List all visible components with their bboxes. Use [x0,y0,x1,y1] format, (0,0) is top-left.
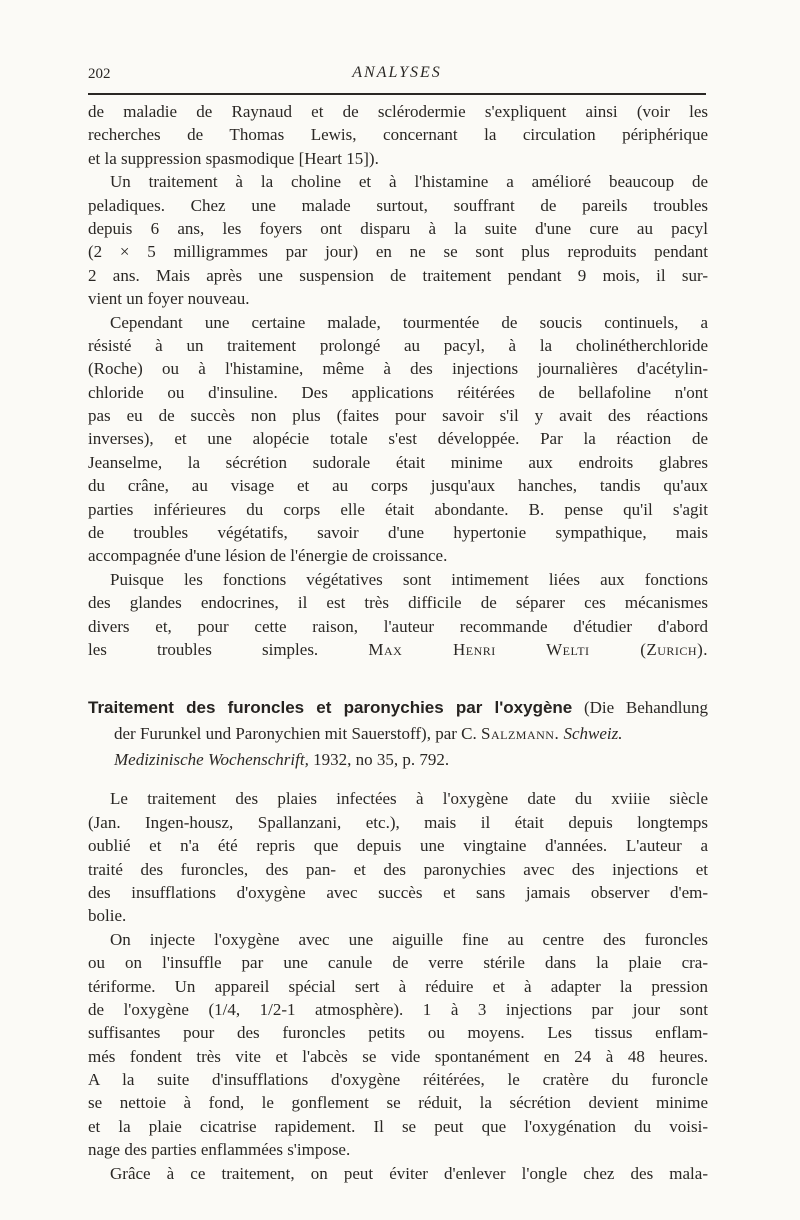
journal-name: Schweiz. [563,724,623,744]
text-line: de troubles végétatifs, savoir d'une hypertonie sympathique, mais [88,523,708,543]
text-line: traité des furoncles, des pan- et des paronychies avec des injections et [88,859,708,879]
running-head [88,62,706,90]
text-line: (2 × 5 milligrammes par jour) en ne se sont plus reproduits pendant [88,242,708,262]
heading-text: der Furunkel und Paronychien mit Sauerstoff), par C. [114,724,477,744]
text-line: Le traitement des plaies infectées à l'oxygène date du xviiie siècle [110,789,708,809]
review-2-body [88,787,708,1185]
text-line: Grâce à ce traitement, on peut éviter d'enlever l'ongle chez des mala- [110,1163,708,1183]
text-line: du crâne, au visage et au corps jusqu'aux hanches, tandis qu'aux [88,476,708,496]
text-line: On injecte l'oxygène avec une aiguille fine au centre des furoncles [110,929,708,949]
text-line: (Roche) ou à l'histamine, même à des injections journalières d'acétylin- [88,359,708,379]
text-line: se nettoie à fond, le gonflement se réduit, la sécrétion devient minime [88,1093,708,1113]
original-title: (Die Behandlung [583,698,708,718]
text-line: résisté à un traitement prolongé au pacyl, à la cholinétherchloride [88,335,708,355]
text-line: Un traitement à la choline et à l'histamine a amélioré beaucoup de [110,172,708,192]
text-line: 2 ans. Mais après une suspension de traitement pendant 9 mois, il sur- [88,265,708,285]
text-line: Puisque les fonctions végétatives sont intimement liées aux fonctions [110,569,708,589]
text-line: parties inférieures du corps elle était abondante. B. pense qu'il s'agit [88,499,708,519]
text-line: les troubles simples. [88,639,319,659]
text-line: depuis 6 ans, les foyers ont disparu à la suite d'une cure au pacyl [88,218,708,238]
heading-line [88,721,708,747]
review-1-body [88,100,708,661]
text-line: pas eu de succès non plus (faites pour savoir s'il y avait des réactions [88,406,708,426]
text-line: des glandes endocrines, il est très difficile de séparer ces mécanismes [88,593,708,613]
text-line: A la suite d'insufflations d'oxygène réitérées, le cratère du furoncle [88,1070,708,1090]
text-line: de l'oxygène (1/4, 1/2-1 atmosphère). 1 à 3 injections par jour sont [88,999,708,1019]
section-gap [88,661,708,695]
review-2-heading [88,695,708,773]
text-line: accompagnée d'une lésion de l'énergie de croissance. [88,546,448,566]
text-line: chloride ou d'insuline. Des applications réitérées de bellafoline n'ont [88,382,708,402]
author-name: Salzmann. [481,724,560,744]
text-line-with-signature [88,638,708,661]
text-line: et la suppression spasmodique [Heart 15]). [88,148,379,168]
text-column [88,100,708,1185]
text-line: Jeanselme, la sécrétion sudorale était minime aux endroits glabres [88,452,708,472]
text-line: peladiques. Chez une malade surtout, souffrant de pareils troubles [88,195,708,215]
text-line: ou on l'insuffle par une canule de verre stérile dans la plaie cra- [88,953,708,973]
reviewer-signature: Max Henri Welti (Zurich). [368,639,708,659]
text-line: bolie. [88,906,127,926]
text-line: divers et, pour cette raison, l'auteur recommande d'étudier d'abord [88,616,708,636]
text-line: oublié et n'a été repris que depuis une vingtaine d'années. L'auteur a [88,836,708,856]
journal-name: Medizinische Wochenschrift, [114,750,309,770]
text-line: et la plaie cicatrise rapidement. Il se peut que l'oxygénation du voisi- [88,1116,708,1136]
header-rule [88,93,706,95]
text-line: més fondent très vite et l'abcès se vide spontanément en 24 à 48 heures. [88,1046,708,1066]
citation: 1932, no 35, p. 792. [313,750,450,770]
heading-line [88,747,708,773]
page-number: 202 [88,66,111,82]
text-line: (Jan. Ingen-housz, Spallanzani, etc.), mais il était depuis longtemps [88,812,708,832]
text-line: vient un foyer nouveau. [88,289,250,309]
text-line: de maladie de Raynaud et de sclérodermie s'expliquent ainsi (voir les [88,102,708,121]
paragraph-gap [88,773,708,787]
text-line: des insufflations d'oxygène avec succès et sans jamais observer d'em- [88,882,708,902]
running-head-title: ANALYSES [352,64,442,81]
text-line: Cependant une certaine malade, tourmentée de soucis continuels, a [110,312,708,332]
heading-line [88,695,708,721]
text-line: nage des parties enflammées s'impose. [88,1140,351,1160]
text-line: suffisantes pour des furoncles petits ou moyens. Les tissus enflam- [88,1023,708,1043]
text-line: tériforme. Un appareil spécial sert à réduire et à adapter la pression [88,976,708,996]
text-line: inverses), et une alopécie totale s'est développée. Par la réaction de [88,429,708,449]
review-title: Traitement des furoncles et paronychies par l'oxygène [88,698,573,718]
text-line: recherches de Thomas Lewis, concernant la circulation périphérique [88,125,708,145]
